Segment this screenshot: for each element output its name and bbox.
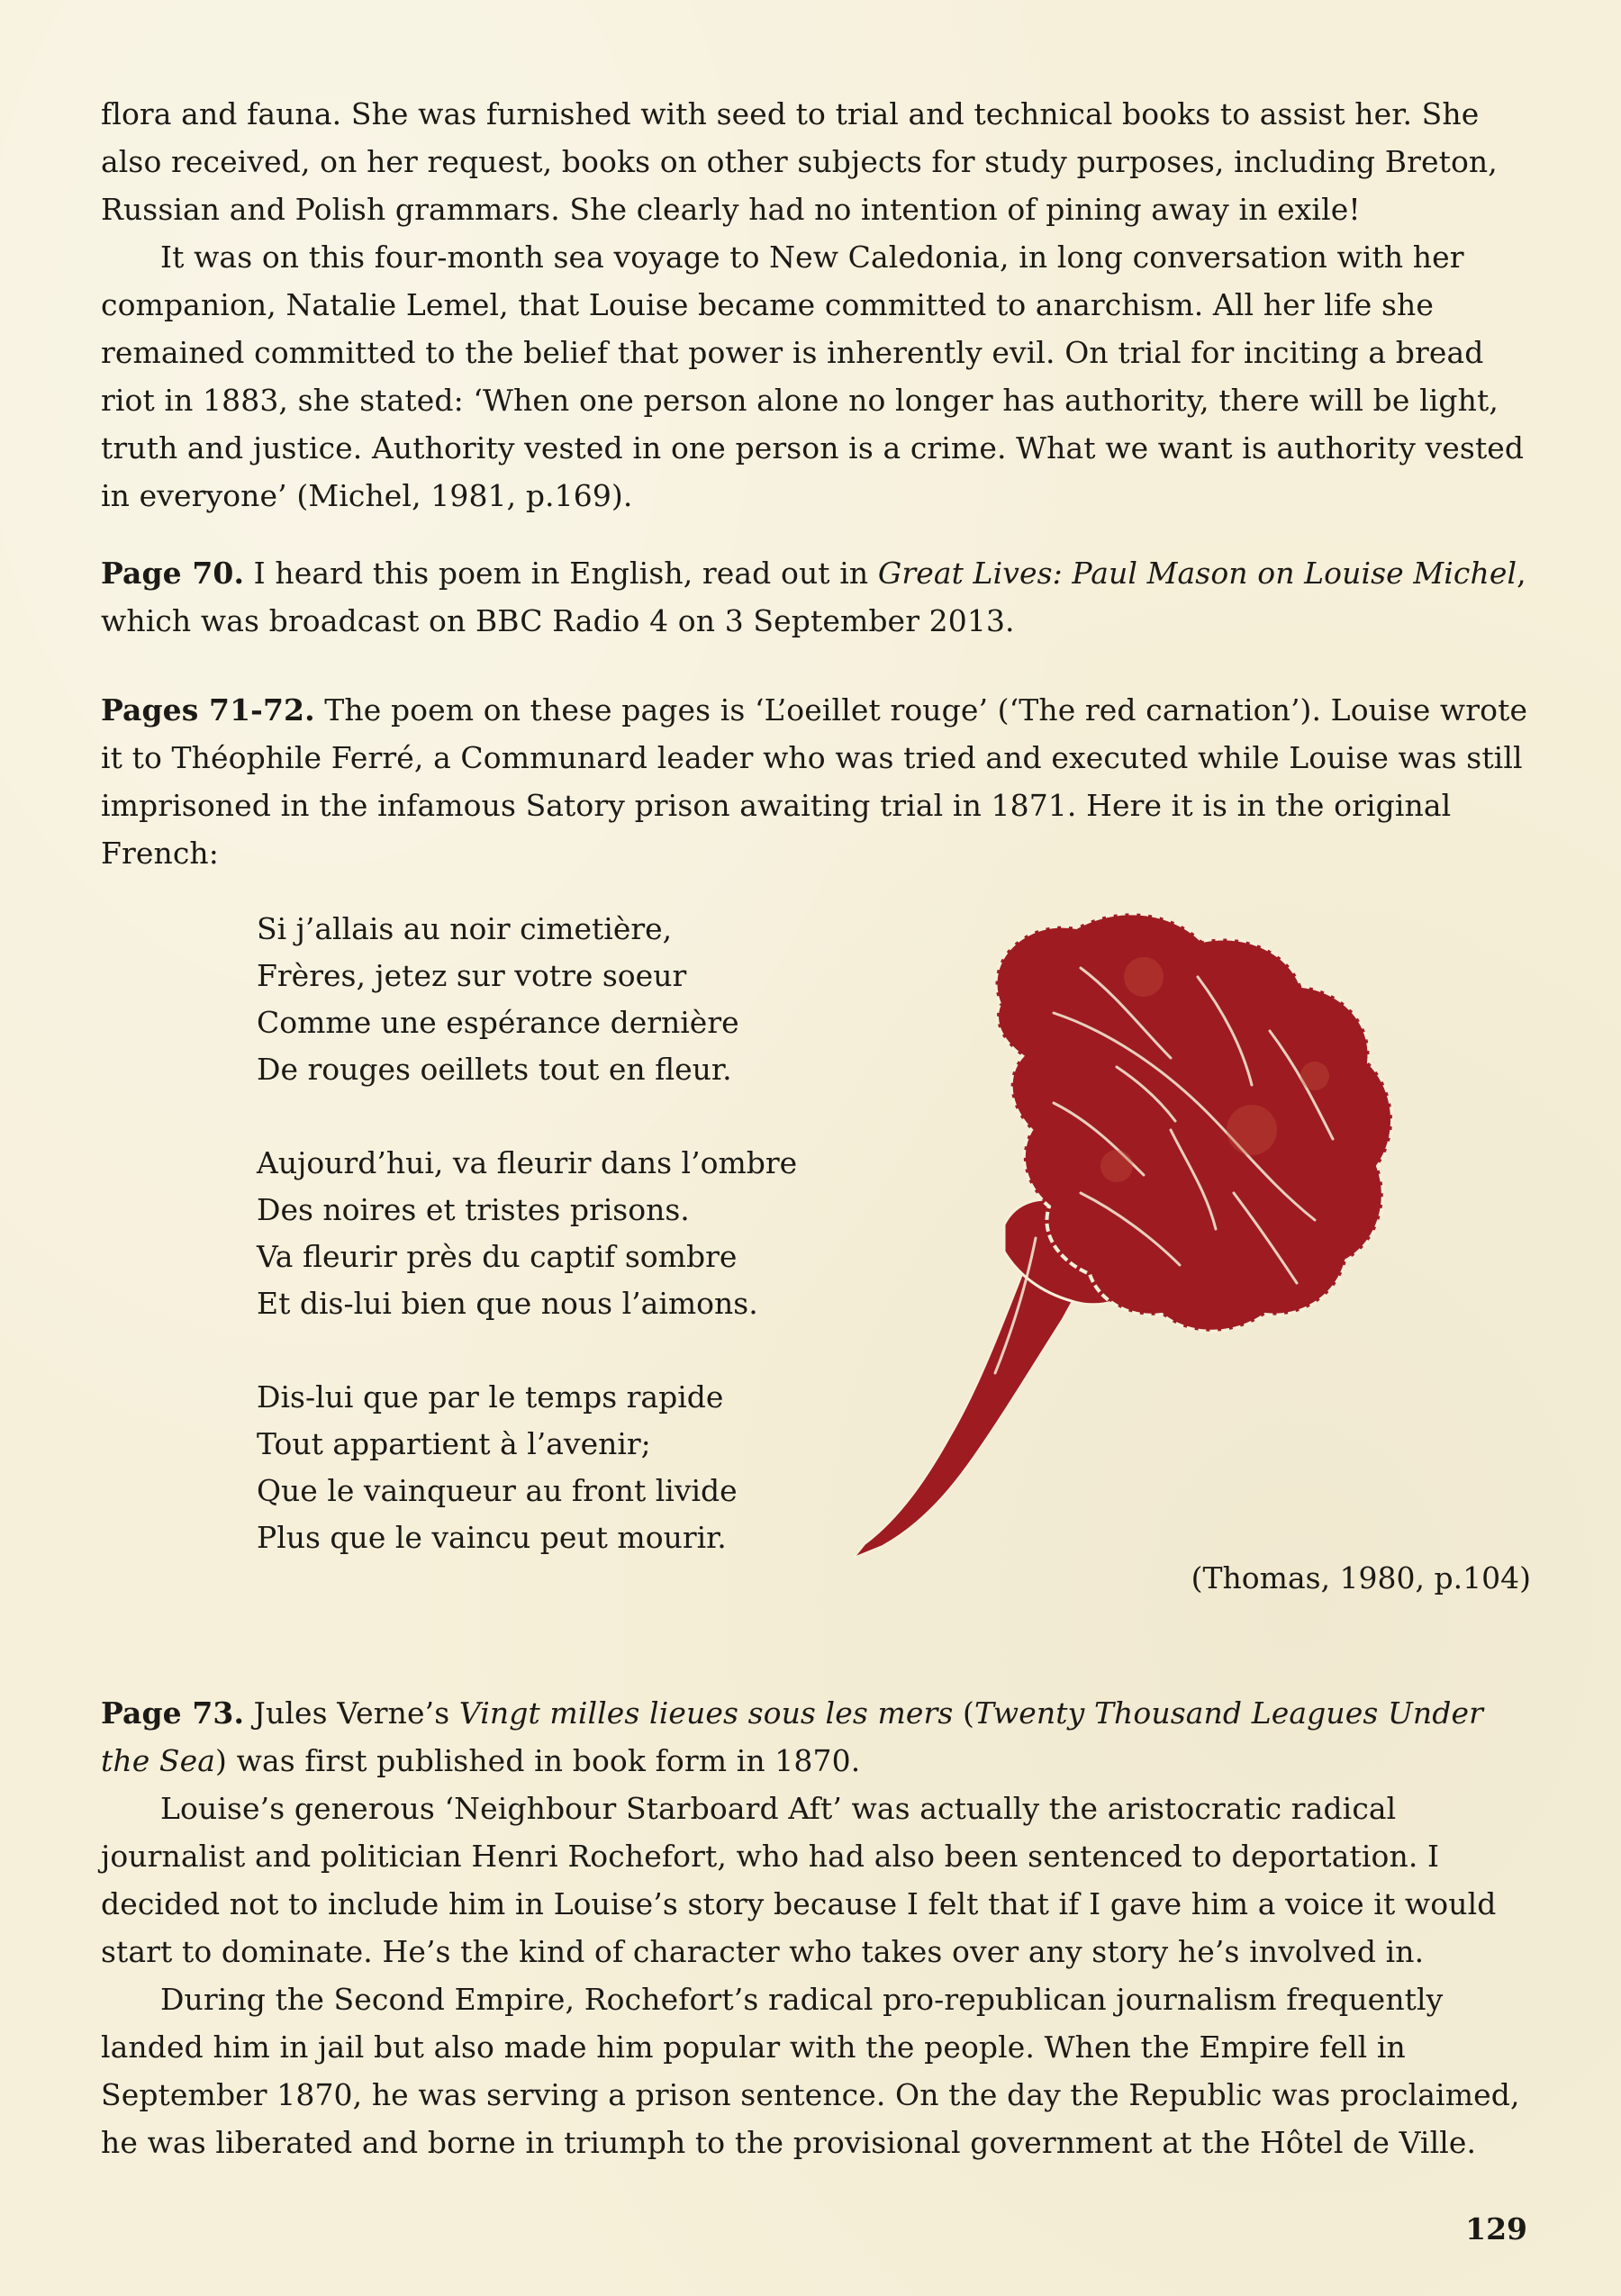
paragraph: It was on this four-month sea voyage to New Caledonia, in long conversation with her companion, Natalie Lemel, that Louise became committed to anarchism. All her life she remained committed to the belief that power is inherently evil. On trial for inciting a bread riot in 1883, she stated: ‘When one person alone no longer has authority, there will be light, truth and justice. Authority vested in one person is a crime. What we want is authority vested in everyone’ (Michel, 1981, p.169). [101, 240, 1525, 513]
poem-line: Comme une espérance dernière [257, 1005, 739, 1040]
book-title-english: Twenty Thousand Leagues Under the Sea [101, 1695, 1483, 1778]
paragraph: During the Second Empire, Rochefort’s radical pro-republican journalism frequently landed him in jail but also made him popular with the people. When the Empire fell in September 1870, he was serving a prison sentence. On the day the Republic was proclaimed, he was liberated and borne in triumph to the provisional government at the Hôtel de Ville. [101, 1982, 1520, 2160]
poem-line: Dis-lui que par le temps rapide [257, 1379, 724, 1415]
carnation-stem [854, 1252, 1082, 1558]
poem-citation: (Thomas, 1980, p.104) [1191, 1560, 1531, 1595]
poem-line: Aujourd’hui, va fleurir dans l’ombre [257, 1145, 798, 1180]
poem-stanza [257, 906, 887, 1093]
paragraph: Louise’s generous ‘Neighbour Starboard Aft’ was actually the aristocratic radical journalist and politician Henri Rochefort, who had also been sentenced to deportation. I decided not to include him in Louise’s story because I felt that if I gave him a voice it would start to dominate. He’s the kind of character who takes over any story he’s involved in. [101, 1791, 1497, 1969]
note-label: Page 73. [101, 1695, 245, 1731]
poem-line: Si j’allais au noir cimetière, [257, 911, 673, 946]
poem-line: Des noires et tristes prisons. [257, 1192, 690, 1227]
paragraph [101, 1689, 1533, 1785]
poem-stanza [257, 1374, 887, 1561]
intro-section [101, 90, 1533, 520]
poem-line: Que le vainqueur au front livide [257, 1473, 738, 1508]
red-carnation-illustration [847, 896, 1477, 1562]
paragraph: flora and fauna. She was furnished with seed to trial and technical books to assist her. She also received, on her request, books on other subjects for study purposes, including Breton, Russian and Polish grammars. She clearly had no intention of pining away in exile! [101, 96, 1498, 227]
note-text: Jules Verne’s [244, 1695, 459, 1731]
paragraph [101, 549, 1533, 645]
poem-stanza [257, 1140, 887, 1327]
poem-line: Frères, jetez sur votre soeur [257, 958, 687, 993]
note-text: ) was first published in book form in 1870. [215, 1743, 861, 1778]
note-text: I heard this poem in English, read out in [244, 556, 878, 591]
note-label: Page 70. [101, 556, 245, 591]
note-page-73 [101, 1689, 1533, 2166]
note-label: Pages 71-72. [101, 692, 315, 728]
note-text: The poem on these pages is ‘L’oeillet rouge’ (‘The red carnation’). Louise wrote it to Théophile Ferré, a Communard leader who was tried and executed while Louise was still imprisoned in the infamous Satory prison awaiting trial in 1871. Here it is in the original French: [101, 692, 1528, 871]
poem-line: Et dis-lui bien que nous l’aimons. [257, 1286, 758, 1321]
programme-title: Great Lives: Paul Mason on Louise Michel [877, 556, 1517, 591]
note-text: , which was broadcast on BBC Radio 4 on 3 September 2013. [101, 556, 1526, 638]
poem-line: De rouges oeillets tout en fleur. [257, 1052, 732, 1087]
paragraph [101, 686, 1533, 877]
note-text: ( [953, 1695, 974, 1731]
page-number: 129 [1465, 2211, 1527, 2246]
poem-line: Tout appartient à l’avenir; [257, 1426, 651, 1461]
poem-line: Va fleurir près du captif sombre [257, 1239, 738, 1274]
poem-line: Plus que le vaincu peut mourir. [257, 1520, 727, 1555]
note-pages-71-72 [101, 686, 1533, 877]
poem [257, 906, 887, 1608]
book-title-french: Vingt milles lieues sous les mers [458, 1695, 954, 1731]
note-page-70 [101, 549, 1533, 645]
